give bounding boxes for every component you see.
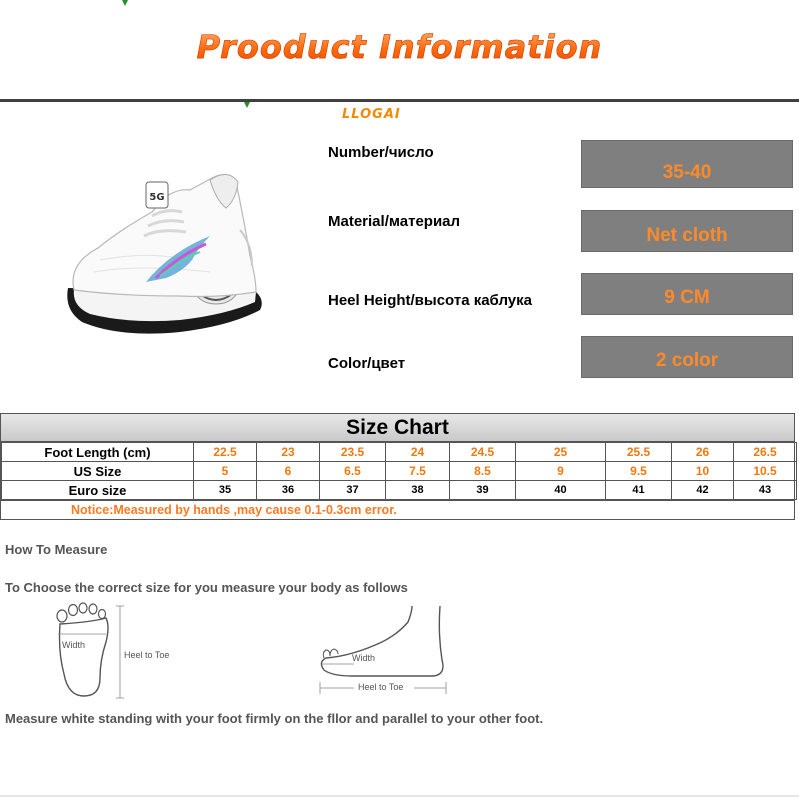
measure-instruction: Measure white standing with your foot firmly on the fllor and parallel to your other foot.	[5, 711, 544, 726]
table-cell: 7.5	[386, 462, 450, 481]
table-cell: 25.5	[606, 443, 672, 462]
table-cell: 36	[257, 481, 320, 500]
row-label-euro-size: Euro size	[2, 481, 194, 500]
table-cell: 9	[516, 462, 606, 481]
table-cell: 23.5	[320, 443, 386, 462]
table-cell: 38	[386, 481, 450, 500]
row-label-foot-length: Foot Length (cm)	[2, 443, 194, 462]
table-row	[2, 481, 797, 500]
table-cell: 39	[450, 481, 516, 500]
size-chart-notice: Notice:Measured by hands ,may cause 0.1-0.3cm error.	[1, 500, 794, 519]
table-cell: 5	[194, 462, 257, 481]
table-cell: 25	[516, 443, 606, 462]
foot-side-icon	[312, 604, 452, 694]
table-cell: 10	[672, 462, 734, 481]
width-label: Width	[62, 640, 86, 650]
table-cell: 26	[672, 443, 734, 462]
table-cell: 42	[672, 481, 734, 500]
foot-sole-icon	[48, 602, 198, 702]
spec-label-material: Material/материал	[328, 213, 461, 230]
table-cell: 6	[257, 462, 320, 481]
title-divider	[0, 99, 799, 102]
table-cell: 24.5	[450, 443, 516, 462]
size-chart-grid	[1, 442, 797, 500]
table-cell: 23	[257, 443, 320, 462]
measure-subheading: To Choose the correct size for you measure your body as follows	[5, 580, 408, 595]
table-cell: 10.5	[734, 462, 797, 481]
heel-to-toe-label: Heel to Toe	[124, 650, 170, 660]
size-chart-title: Size Chart	[1, 414, 794, 442]
measure-heading: How To Measure	[5, 542, 108, 557]
decor-tick-icon	[244, 102, 250, 108]
table-cell: 40	[516, 481, 606, 500]
spec-value-material: Net cloth	[581, 210, 793, 252]
table-row	[2, 462, 797, 481]
table-cell: 37	[320, 481, 386, 500]
shoe-badge-text: 5G	[149, 192, 165, 203]
table-cell: 43	[734, 481, 797, 500]
page-title: Prooduct Information	[0, 28, 799, 66]
row-label-us-size: US Size	[2, 462, 194, 481]
white-platform-sneaker-icon	[60, 160, 270, 350]
table-cell: 26.5	[734, 443, 797, 462]
table-cell: 22.5	[194, 443, 257, 462]
table-row	[2, 443, 797, 462]
table-cell: 8.5	[450, 462, 516, 481]
size-chart	[0, 413, 795, 520]
brand-name: LLOGAI	[342, 107, 401, 122]
table-cell: 24	[386, 443, 450, 462]
spec-label-color: Color/цвет	[328, 355, 406, 372]
table-cell: 6.5	[320, 462, 386, 481]
spec-label-number: Number/число	[328, 144, 434, 161]
table-cell: 9.5	[606, 462, 672, 481]
spec-value-number: 35-40	[581, 140, 793, 188]
spec-label-heel-height: Heel Height/высота каблука	[328, 292, 532, 309]
spec-value-heel-height: 9 CM	[581, 273, 793, 315]
table-cell: 41	[606, 481, 672, 500]
bottom-divider	[0, 795, 799, 797]
heel-to-toe-label: Heel to Toe	[358, 682, 404, 692]
spec-value-color: 2 color	[581, 336, 793, 378]
width-label: Width	[352, 653, 376, 663]
table-cell: 35	[194, 481, 257, 500]
decor-tick-icon	[122, 0, 128, 6]
